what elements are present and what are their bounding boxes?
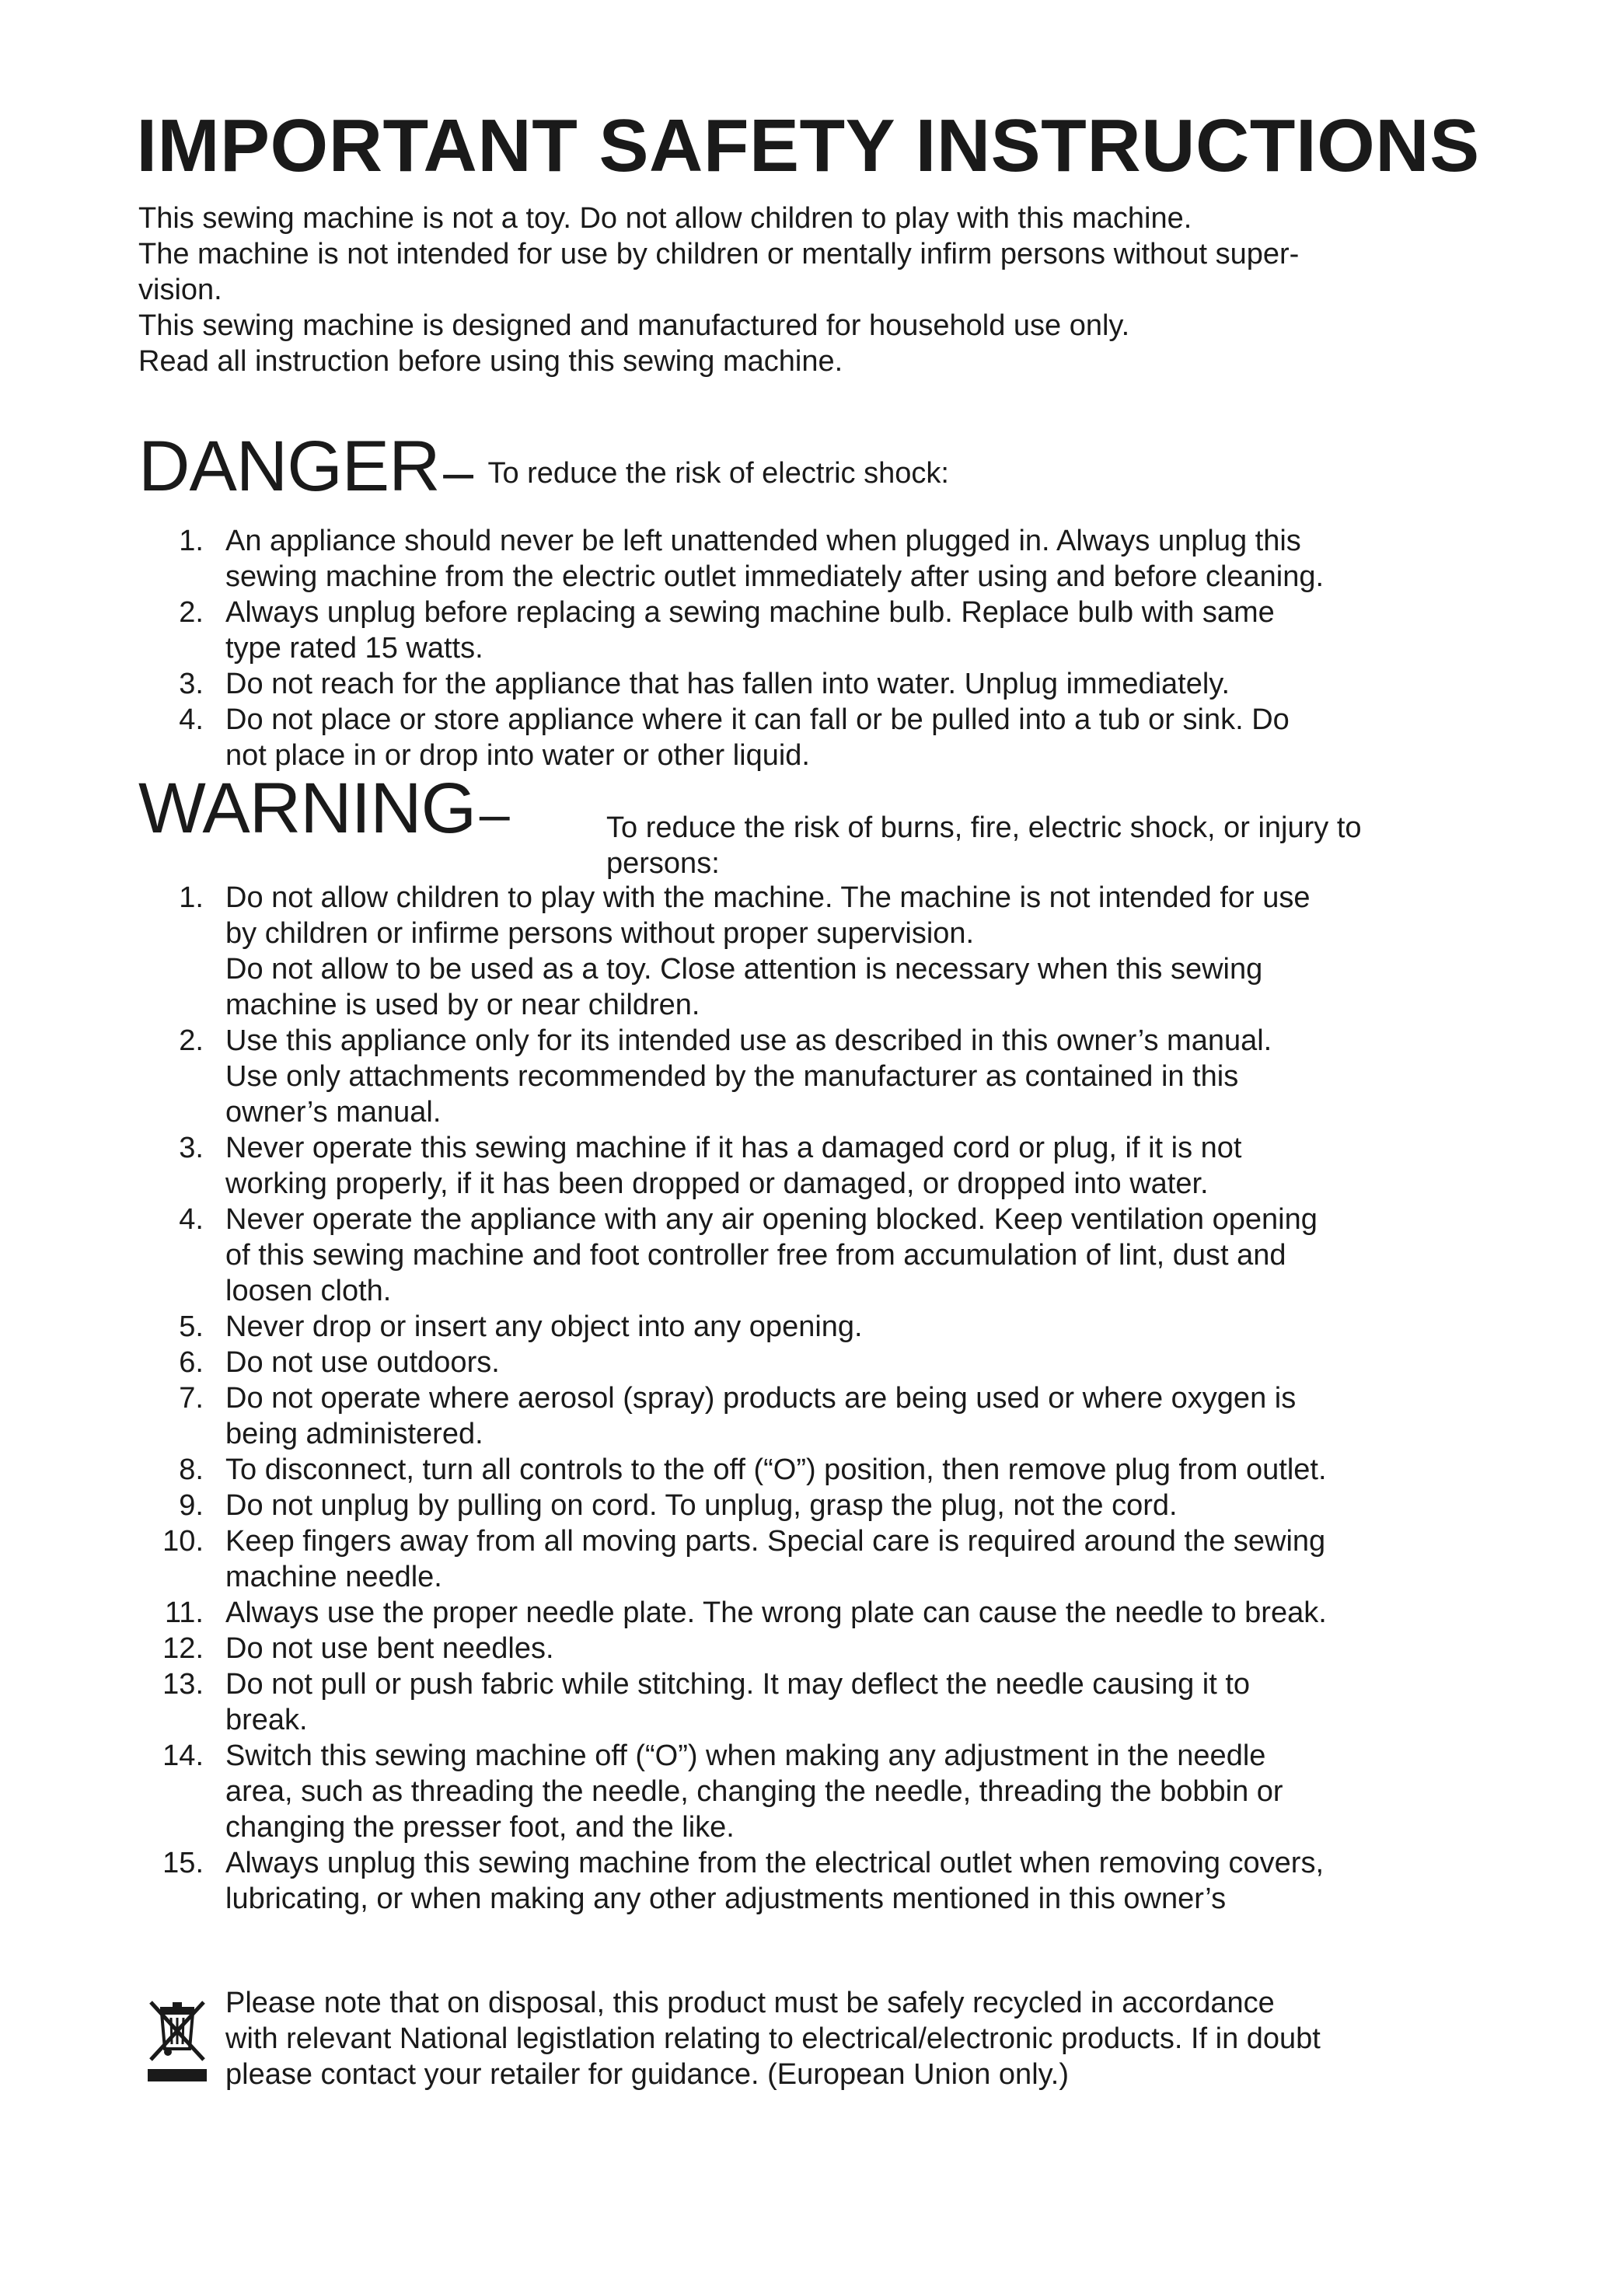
warning-subtitle-line: To reduce the risk of burns, fire, electric shock, or injury to [606,811,1362,844]
warning-item-text: working properly, if it has been dropped or damaged, or dropped into water. [225,1167,1209,1200]
danger-item-text: type rated 15 watts. [225,632,483,665]
warning-item-number: 8. [179,1453,204,1486]
warning-item-number: 10. [162,1525,204,1558]
crossed-out-wheelie-bin-icon [145,1998,210,2085]
danger-item-number: 4. [179,703,204,736]
intro-line: This sewing machine is designed and manufactured for household use only. [138,309,1130,342]
warning-item-number: 2. [179,1024,204,1057]
warning-item-text: by children or infirme persons without proper supervision. [225,917,975,950]
intro-line: The machine is not intended for use by children or mentally infirm persons without super- [138,238,1300,270]
warning-item-text: Use this appliance only for its intended use as described in this owner’s manual. [225,1024,1272,1057]
danger-item [138,702,1475,773]
page-title: IMPORTANT SAFETY INSTRUCTIONS [136,104,1480,187]
warning-item-text: lubricating, or when making any other adjustments mentioned in this owner’s [225,1883,1227,1915]
intro-line: Read all instruction before using this sewing machine. [138,345,843,378]
warning-item-text: Do not pull or push fabric while stitching. It may deflect the needle causing it to [225,1668,1251,1701]
warning-item-text: Always use the proper needle plate. The wrong plate can cause the needle to break. [225,1596,1327,1629]
danger-item-number: 3. [179,668,204,700]
danger-item-text: An appliance should never be left unattended when plugged in. Always unplug this [225,525,1301,557]
warning-item [138,1202,1475,1309]
warning-item-number: 14. [162,1739,204,1772]
warning-item-number: 3. [179,1132,204,1164]
warning-item-number: 7. [179,1382,204,1415]
intro-line: This sewing machine is not a toy. Do not allow children to play with this machine. [138,202,1192,235]
warning-heading: WARNING [138,769,476,848]
warning-item-text: Never operate this sewing machine if it has a damaged cord or plug, if it is not [225,1132,1242,1164]
warning-item [138,1309,1475,1345]
warning-item-number: 9. [179,1489,204,1522]
disposal-line: Please note that on disposal, this product must be safely recycled in accordance [225,1987,1275,2019]
warning-item-text: machine needle. [225,1561,442,1593]
warning-item-number: 1. [179,881,204,914]
warning-item [138,1666,1475,1738]
warning-item-text: Never operate the appliance with any air opening blocked. Keep ventilation opening [225,1203,1318,1236]
danger-item-text: sewing machine from the electric outlet immediately after using and before cleaning. [225,560,1325,593]
warning-subtitle-line: persons: [606,847,720,880]
warning-item-text: Do not use outdoors. [225,1346,500,1379]
warning-item-number: 11. [164,1596,204,1629]
intro-line: vision. [138,274,222,306]
warning-item-text: Always unplug this sewing machine from the electrical outlet when removing covers, [225,1847,1324,1879]
warning-item-text: loosen cloth. [225,1275,392,1307]
danger-item-text: not place in or drop into water or other liquid. [225,739,810,772]
warning-item-number: 6. [179,1346,204,1379]
danger-item [138,595,1475,666]
warning-heading-row [138,769,510,847]
warning-item [138,1738,1475,1845]
danger-heading-row [138,427,949,505]
intro-paragraph [138,201,1444,379]
warning-item-number: 4. [179,1203,204,1236]
danger-item [138,523,1475,595]
warning-item-text: Use only attachments recommended by the manufacturer as contained in this [225,1060,1239,1093]
warning-item-number: 12. [162,1632,204,1665]
warning-item [138,1523,1475,1595]
warning-item [138,880,1475,1023]
warning-item [138,1023,1475,1130]
disposal-line: please contact your retailer for guidance. (European Union only.) [225,2058,1070,2091]
warning-subtitle [606,810,1362,881]
danger-item-number: 1. [179,525,204,557]
warning-item-text: machine is used by or near children. [225,989,700,1021]
danger-item [138,666,1475,702]
danger-item-number: 2. [179,596,204,629]
danger-item-text: Always unplug before replacing a sewing machine bulb. Replace bulb with same [225,596,1275,629]
warning-item [138,1130,1475,1202]
warning-item [138,1452,1475,1488]
warning-item-text: break. [225,1704,308,1736]
warning-item-text: of this sewing machine and foot controller free from accumulation of lint, dust and [225,1239,1286,1272]
warning-item [138,1380,1475,1452]
warning-item [138,1345,1475,1380]
warning-item-text: being administered. [225,1418,483,1450]
warning-item [138,1631,1475,1666]
warning-item-text: changing the presser foot, and the like. [225,1811,735,1844]
warning-dash: – [479,783,510,844]
warning-item-text: area, such as threading the needle, changing the needle, threading the bobbin or [225,1775,1283,1808]
warning-item-text: owner’s manual. [225,1096,442,1129]
warning-item-text: Switch this sewing machine off (“O”) when making any adjustment in the needle [225,1739,1266,1772]
danger-heading: DANGER [138,427,440,506]
warning-item-number: 5. [179,1310,204,1343]
danger-item-text: Do not reach for the appliance that has fallen into water. Unplug immediately. [225,668,1230,700]
warning-item-text: Do not unplug by pulling on cord. To unplug, grasp the plug, not the cord. [225,1489,1178,1522]
warning-item-text: Do not operate where aerosol (spray) products are being used or where oxygen is [225,1382,1297,1415]
danger-list [138,523,1475,773]
warning-item [138,1488,1475,1523]
danger-subtitle: To reduce the risk of electric shock: [487,457,949,490]
warning-item-text: Do not use bent needles. [225,1632,554,1665]
warning-item [138,1595,1475,1631]
warning-item-text: Do not allow children to play with the machine. The machine is not intended for use [225,881,1311,914]
warning-item-text: Do not allow to be used as a toy. Close attention is necessary when this sewing [225,953,1263,986]
warning-item-text: Keep fingers away from all moving parts. Special care is required around the sewing [225,1525,1326,1558]
danger-dash: – [443,441,473,502]
warning-list [138,880,1475,1917]
warning-item-number: 13. [162,1668,204,1701]
warning-item-text: To disconnect, turn all controls to the off (“O”) position, then remove plug from outlet. [225,1453,1327,1486]
warning-item [138,1845,1475,1917]
warning-item-text: Never drop or insert any object into any opening. [225,1310,863,1343]
danger-item-text: Do not place or store appliance where it can fall or be pulled into a tub or sink. Do [225,703,1290,736]
disposal-text [225,1985,1321,2092]
disposal-line: with relevant National legistlation relating to electrical/electronic products. If in doubt [225,2022,1321,2055]
warning-item-number: 15. [162,1847,204,1879]
